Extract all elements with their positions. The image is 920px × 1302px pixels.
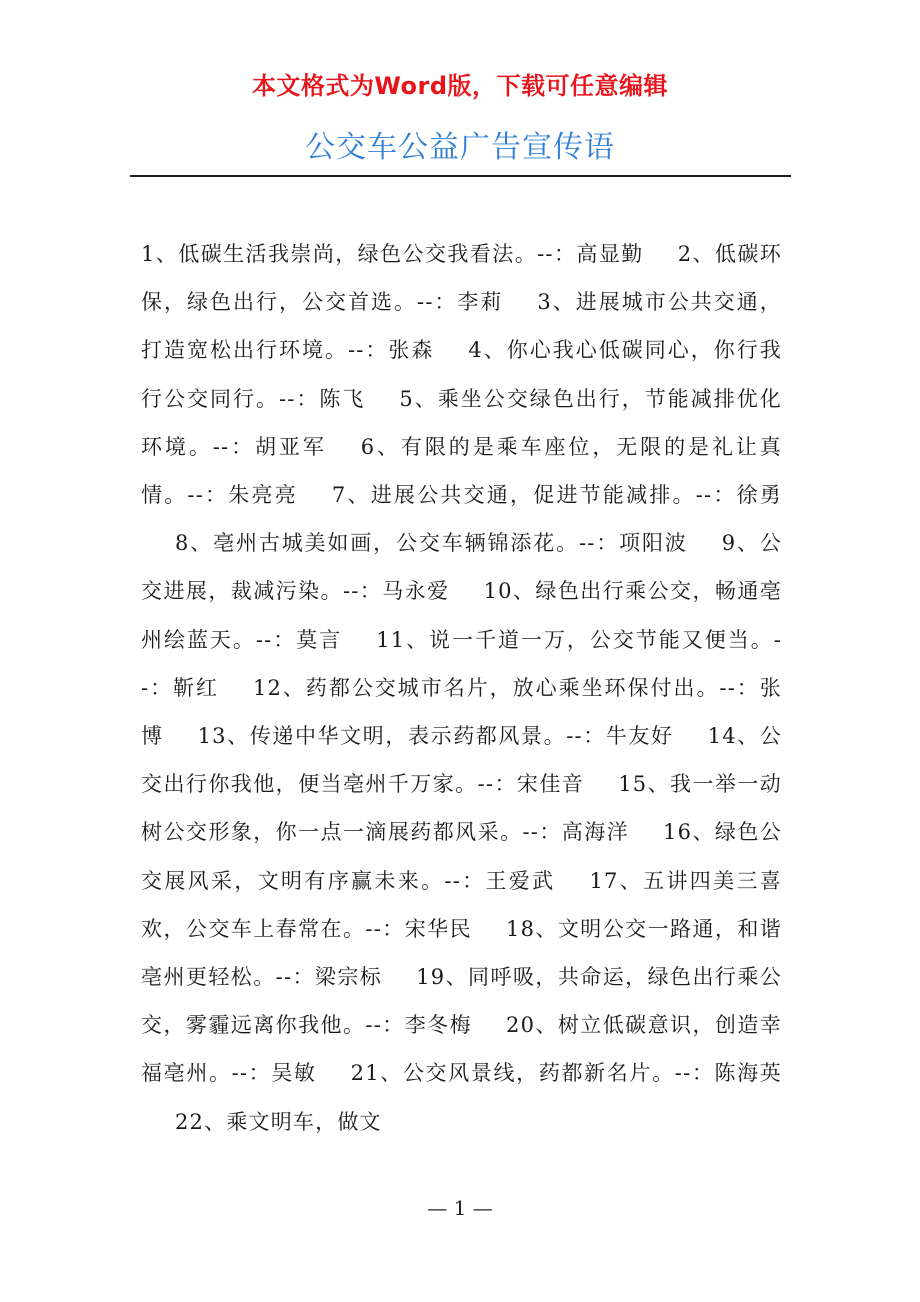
- document-body: [141, 230, 782, 1146]
- slogan-item: 8、亳州古城美如画，公交车辆锦添花。--：项阳波: [175, 531, 688, 556]
- slogan-item: 3、进展城市公共交通，打造宽松出行环境。--：张森: [141, 290, 782, 363]
- slogan-item: 6、有限的是乘车座位，无限的是礼让真情。--：朱亮亮: [141, 434, 782, 508]
- slogan-item: 21、公交风景线，药都新名片。--：陈海英: [350, 1061, 782, 1086]
- slogan-item: 14、公交出行你我他，便当亳州千万家。--：宋佳音: [141, 724, 782, 797]
- slogan-item: 7、进展公共交通，促进节能减排。--：徐勇: [331, 483, 782, 508]
- slogan-item: 16、绿色公交展风采，文明有序赢未来。--：王爱武: [141, 820, 782, 893]
- slogan-item: 2、低碳环保，绿色出行，公交首选。--：李莉: [141, 242, 782, 315]
- slogan-item: 22、乘文明车，做文: [175, 1109, 382, 1134]
- title-divider: [130, 175, 791, 177]
- slogan-item: 18、文明公交一路通，和谐亳州更轻松。--：梁宗标: [141, 916, 782, 990]
- slogan-item: 17、五讲四美三喜欢，公交车上春常在。--：宋华民: [141, 868, 782, 941]
- slogan-item: 4、你心我心低碳同心，你行我行公交同行。--：陈飞: [141, 338, 782, 411]
- slogan-item: 11、说一千道一万，公交节能又便当。--：靳红: [141, 627, 782, 700]
- download-notice: 本文格式为Word版，下载可任意编辑: [251, 72, 669, 100]
- slogan-item: 12、药都公交城市名片，放心乘坐环保付出。--：张博: [141, 675, 782, 749]
- slogan-item: 19、同呼吸，共命运，绿色出行乘公交，雾霾远离你我他。--：李冬梅: [141, 965, 782, 1038]
- slogan-item: 1、低碳生活我崇尚，绿色公交我看法。--：高显勤: [141, 242, 644, 266]
- slogan-item: 20、树立低碳意识，创造幸福亳州。--：吴敏: [141, 1013, 782, 1086]
- slogan-item: 15、我一举一动树公交形象，你一点一滴展药都风采。--：高海洋: [141, 772, 783, 845]
- page-number: — 1 —: [427, 1196, 493, 1220]
- slogan-item: 13、传递中华文明，表示药都风景。--：牛友好: [197, 724, 674, 749]
- slogan-item: 9、公交进展，裁减污染。--：马永爱: [141, 531, 782, 604]
- slogan-item: 5、乘坐公交绿色出行，节能减排优化环境。--：胡亚军: [141, 386, 783, 459]
- document-title: 公交车公益广告宣传语: [305, 130, 615, 165]
- slogan-item: 10、绿色出行乘公交，畅通亳州绘蓝天。--：莫言: [141, 579, 782, 652]
